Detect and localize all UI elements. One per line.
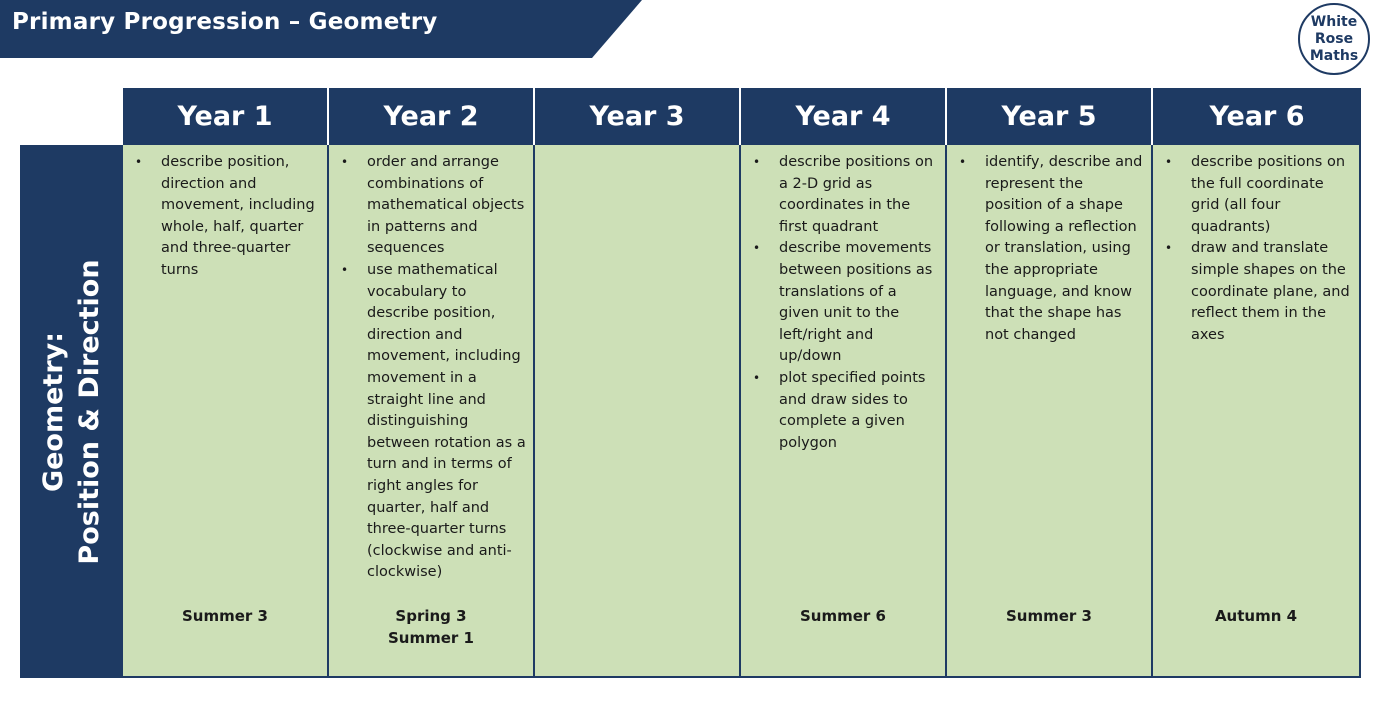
logo-line-2: Rose bbox=[1314, 30, 1354, 47]
year-5-terms bbox=[947, 605, 1151, 627]
bullet-item: • describe movements between positions as translations of a given unit to the left/right and up/down bbox=[753, 238, 939, 368]
term-label: Spring 3 bbox=[395, 607, 467, 625]
year-4-bullets bbox=[753, 152, 939, 454]
logo-line-1: White bbox=[1310, 13, 1358, 30]
row-label bbox=[20, 145, 124, 678]
bullet-item: • use mathematical vocabulary to describe position, direction and movement, including movement in a straight line and distinguishing between rotation as a turn and in terms of right angles for quarter, half and three-quarter turns (clockwise and anti-clockwise) bbox=[341, 260, 527, 584]
row-label-line-1: Geometry: bbox=[38, 331, 69, 492]
year-4-heading: Year 4 bbox=[741, 88, 947, 145]
content-row bbox=[123, 145, 1361, 678]
bullet-item: • describe position, direction and movement, including whole, half, quarter and three-quarter turns bbox=[135, 152, 321, 282]
term-label: Summer 3 bbox=[1006, 607, 1092, 625]
term-label: Autumn 4 bbox=[1214, 607, 1298, 625]
row-label-text bbox=[36, 259, 108, 564]
bullet-item: • plot specified points and draw sides to complete a given polygon bbox=[753, 368, 939, 454]
year-6-cell bbox=[1153, 145, 1361, 676]
year-2-terms bbox=[329, 605, 533, 649]
year-4-cell bbox=[741, 145, 947, 676]
row-label-line-2: Position & Direction bbox=[74, 258, 105, 565]
bullet-item: • identify, describe and represent the position of a shape following a reflection or translation, using the appropriate language, and know that the shape has not changed bbox=[959, 152, 1145, 346]
year-header-row bbox=[123, 88, 1361, 145]
year-2-heading: Year 2 bbox=[329, 88, 535, 145]
year-5-cell bbox=[947, 145, 1153, 676]
white-rose-maths-logo bbox=[1298, 3, 1370, 75]
year-3-heading: Year 3 bbox=[535, 88, 741, 145]
year-2-cell bbox=[329, 145, 535, 676]
year-6-heading: Year 6 bbox=[1209, 101, 1305, 132]
bullet-item: • order and arrange combinations of mathematical objects in patterns and sequences bbox=[341, 152, 527, 260]
bullet-item: • describe positions on a 2-D grid as coordinates in the first quadrant bbox=[753, 152, 939, 238]
year-1-terms bbox=[123, 605, 327, 627]
year-4-terms bbox=[741, 605, 945, 627]
year-6-terms bbox=[1153, 605, 1359, 627]
term-label: Summer 3 bbox=[182, 607, 268, 625]
year-6-bullets bbox=[1165, 152, 1353, 346]
term-label: Summer 1 bbox=[388, 629, 474, 647]
year-1-cell bbox=[123, 145, 329, 676]
page-title: Primary Progression – Geometry bbox=[12, 9, 438, 35]
year-5-bullets bbox=[959, 152, 1145, 346]
year-1-bullets bbox=[135, 152, 321, 282]
year-5-heading: Year 5 bbox=[947, 88, 1153, 145]
year-1-heading: Year 1 bbox=[123, 88, 329, 145]
logo-line-3: Maths bbox=[1309, 47, 1359, 64]
bullet-item: • describe positions on the full coordinate grid (all four quadrants) bbox=[1165, 152, 1353, 238]
term-label: Summer 6 bbox=[800, 607, 886, 625]
bullet-item: • draw and translate simple shapes on the coordinate plane, and reflect them in the axes bbox=[1165, 238, 1353, 346]
year-3-cell bbox=[535, 145, 741, 676]
year-2-bullets bbox=[341, 152, 527, 584]
